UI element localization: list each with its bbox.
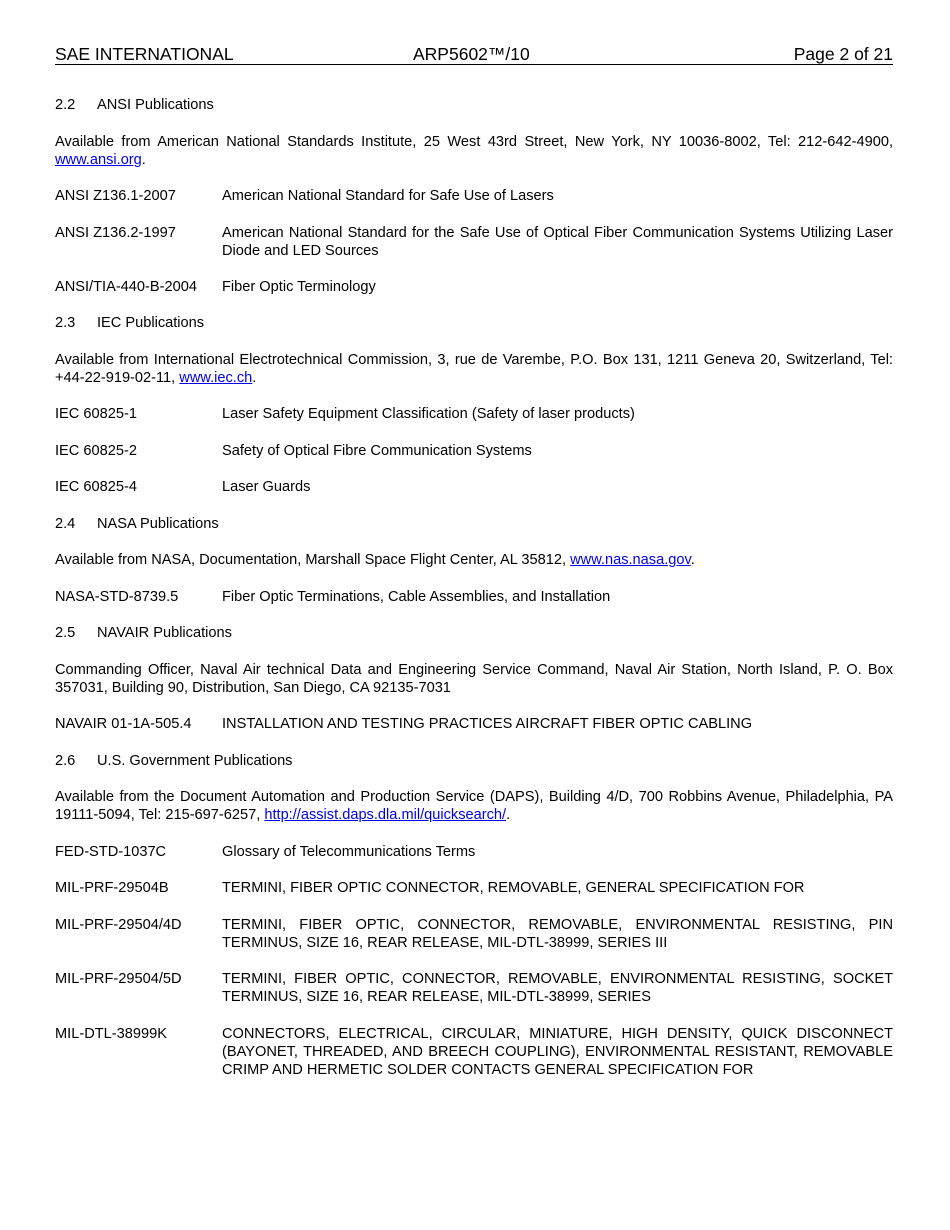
reference-entry (55, 715, 893, 733)
section-title: U.S. Government Publications (97, 753, 293, 769)
reference-entry (55, 442, 893, 460)
section-number: 2.4 (55, 516, 76, 532)
section-title: IEC Publications (97, 315, 205, 331)
reference-code: MIL-PRF-29504/5D (55, 971, 182, 987)
nasa-link[interactable]: www.nas.nasa.gov (570, 552, 691, 568)
section-heading-ansi (55, 96, 893, 114)
section-title: NAVAIR Publications (97, 625, 232, 641)
reference-code: MIL-DTL-38999K (55, 1026, 167, 1042)
header-doc-id: ARP5602™/10 (413, 44, 530, 64)
daps-link[interactable]: http://assist.daps.dla.mil/quicksearch/ (264, 807, 507, 823)
reference-title: American National Standard for the Safe Use of Optical Fiber Communication Systems Utilizing Laser Diode and LED Sources (222, 225, 893, 259)
reference-entry (55, 588, 893, 606)
ansi-link[interactable]: www.ansi.org (55, 152, 142, 168)
availability-ansi: Available from American National Standards Institute, 25 West 43rd Street, New York, NY 10036-8002, Tel: 212-642-4900, www.ansi.org. (55, 134, 893, 168)
section-number: 2.5 (55, 625, 76, 641)
section-heading-iec (55, 314, 893, 332)
reference-code: IEC 60825-2 (55, 443, 137, 459)
reference-entry (55, 970, 893, 1006)
reference-title: TERMINI, FIBER OPTIC, CONNECTOR, REMOVABLE, ENVIRONMENTAL RESISTING, SOCKET TERMINUS, SIZE 16, REAR RELEASE, MIL-DTL-38999, SERIES (222, 971, 893, 1005)
reference-entry (55, 187, 893, 205)
section-number: 2.3 (55, 315, 76, 331)
section-number: 2.2 (55, 97, 76, 113)
availability-nasa: Available from NASA, Documentation, Marshall Space Flight Center, AL 35812, www.nas.nasa.gov. (55, 552, 695, 568)
reference-entry (55, 278, 893, 296)
reference-code: MIL-PRF-29504B (55, 880, 169, 896)
reference-entry (55, 1025, 893, 1079)
reference-code: NAVAIR 01-1A-505.4 (55, 716, 192, 732)
section-title: ANSI Publications (97, 97, 214, 113)
header-page-number: Page 2 of 21 (793, 44, 893, 64)
reference-title: INSTALLATION AND TESTING PRACTICES AIRCRAFT FIBER OPTIC CABLING (222, 716, 753, 732)
reference-code: MIL-PRF-29504/4D (55, 917, 182, 933)
availability-navair: Commanding Officer, Naval Air technical Data and Engineering Service Command, Naval Air Station, North Island, P. O. Box 357031, Building 90, Distribution, San Diego, CA 92135-7031 (55, 662, 893, 696)
iec-link[interactable]: www.iec.ch (179, 370, 253, 386)
section-number: 2.6 (55, 753, 76, 769)
header-org: SAE INTERNATIONAL (55, 44, 234, 64)
reference-code: ANSI Z136.1-2007 (55, 188, 176, 204)
reference-title: Laser Safety Equipment Classification (Safety of laser products) (222, 406, 635, 422)
reference-title: Safety of Optical Fibre Communication Systems (222, 443, 532, 459)
reference-title: Glossary of Telecommunications Terms (222, 844, 476, 860)
section-heading-usgov (55, 752, 893, 770)
reference-entry (55, 843, 893, 861)
reference-title: Fiber Optic Terminology (222, 279, 376, 295)
reference-code: ANSI Z136.2-1997 (55, 225, 176, 241)
reference-title: Laser Guards (222, 479, 311, 495)
reference-code: IEC 60825-1 (55, 406, 137, 422)
reference-entry (55, 916, 893, 952)
reference-entry (55, 405, 893, 423)
section-heading-navair (55, 624, 893, 642)
availability-iec: Available from International Electrotechnical Commission, 3, rue de Varembe, P.O. Box 131, 1211 Geneva 20, Switzerland, Tel: +44-22-919-02-11, www.iec.ch. (55, 352, 893, 386)
reference-title: CONNECTORS, ELECTRICAL, CIRCULAR, MINIATURE, HIGH DENSITY, QUICK DISCONNECT (BAYONET, THREADED, AND BREECH COUPLING), ENVIRONMENTAL RESISTANT, REMOVABLE CRIMP AND HERMETIC SOLDER CONTACTS GENERAL SPECIFICATION FOR (222, 1026, 893, 1078)
reference-entry (55, 879, 893, 897)
reference-entry (55, 478, 893, 496)
reference-code: FED-STD-1037C (55, 844, 167, 860)
section-title: NASA Publications (97, 516, 219, 532)
reference-title: Fiber Optic Terminations, Cable Assemblies, and Installation (222, 589, 611, 605)
reference-code: NASA-STD-8739.5 (55, 589, 179, 605)
reference-entry (55, 224, 893, 260)
availability-usgov: Available from the Document Automation and Production Service (DAPS), Building 4/D, 700 Robbins Avenue, Philadelphia, PA 19111-5094, Tel: 215-697-6257, http://assist.daps.dla.mil/quicksearch/. (55, 789, 893, 823)
reference-title: TERMINI, FIBER OPTIC CONNECTOR, REMOVABLE, GENERAL SPECIFICATION FOR (222, 880, 805, 896)
reference-code: IEC 60825-4 (55, 479, 137, 495)
reference-code: ANSI/TIA-440-B-2004 (55, 279, 197, 295)
reference-title: TERMINI, FIBER OPTIC, CONNECTOR, REMOVABLE, ENVIRONMENTAL RESISTING, PIN TERMINUS, SIZE 16, REAR RELEASE, MIL-DTL-38999, SERIES III (222, 917, 893, 951)
section-heading-nasa (55, 515, 893, 533)
page-header (55, 44, 893, 65)
reference-title: American National Standard for Safe Use of Lasers (222, 188, 554, 204)
